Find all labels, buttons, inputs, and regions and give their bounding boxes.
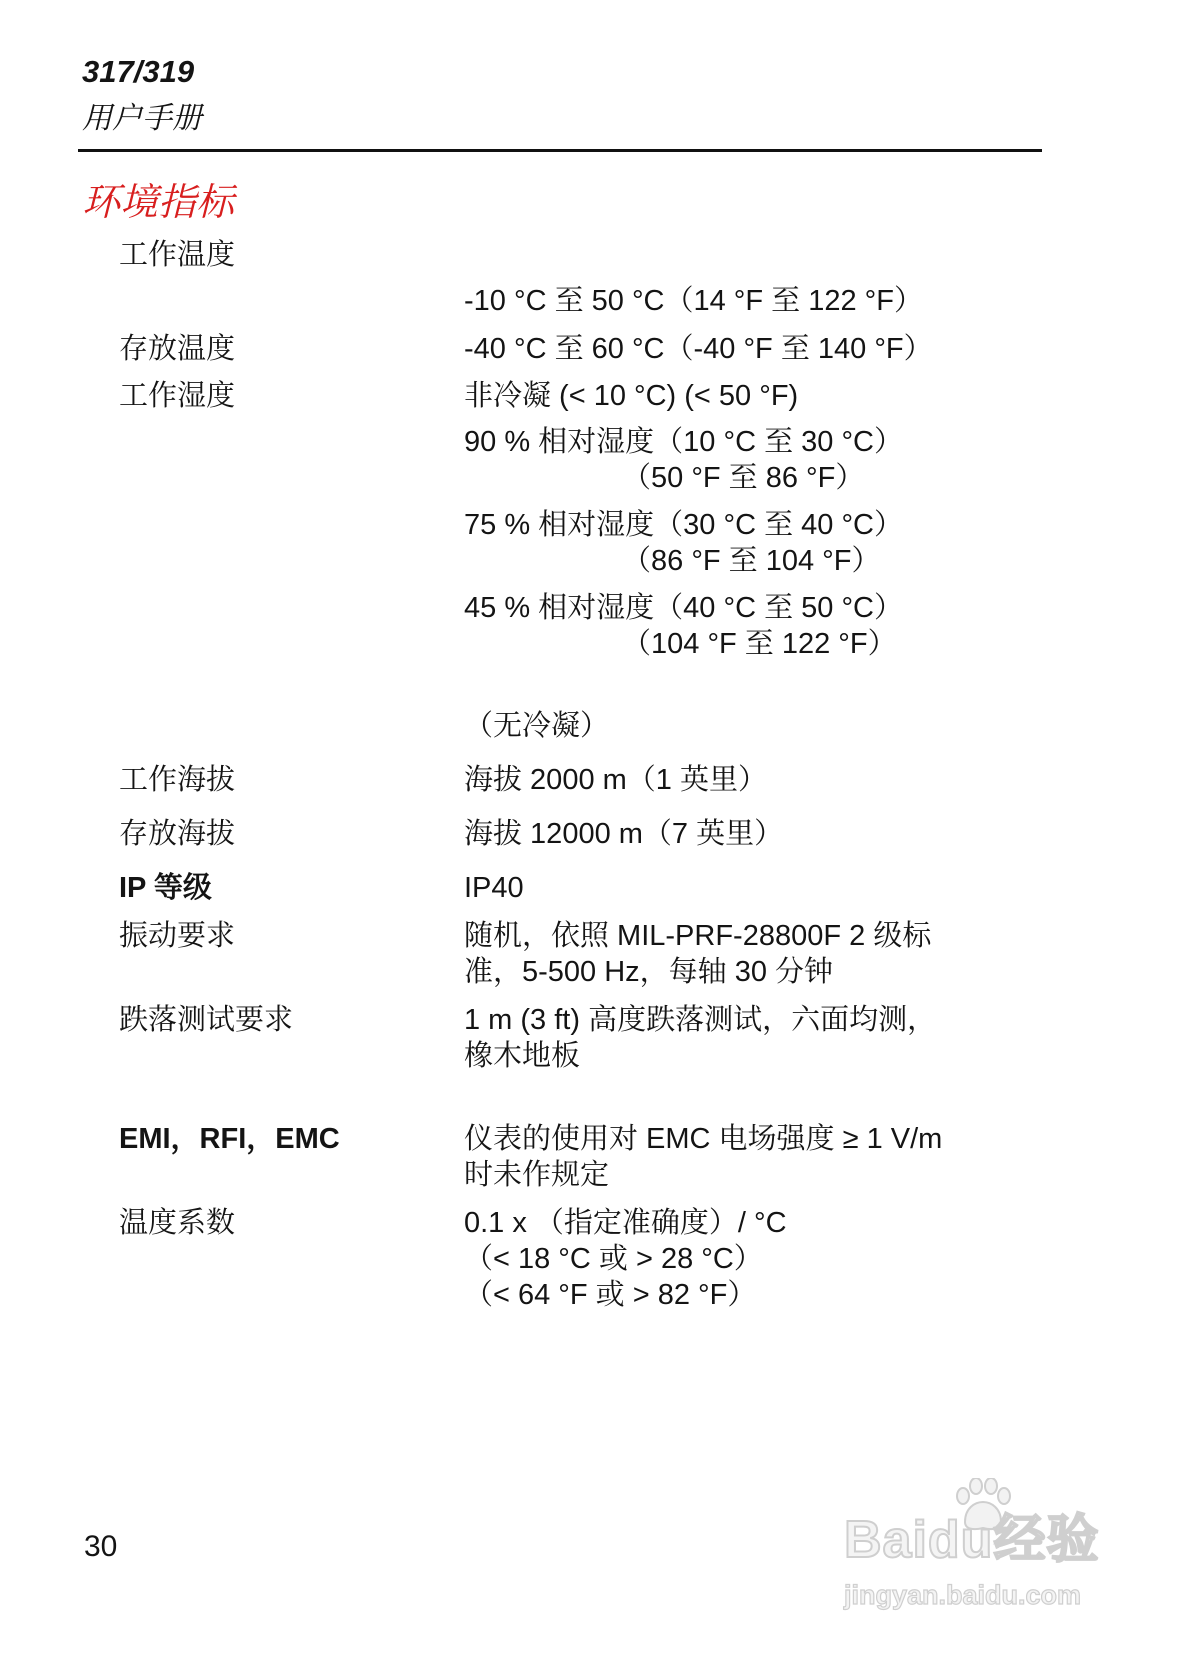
spec-value-no-condensation: （无冷凝） — [464, 710, 610, 742]
spec-label-storage-temperature: 存放温度 — [119, 333, 236, 365]
spec-label-emc: EMI，RFI，EMC — [119, 1123, 340, 1155]
spec-value-vibration-line1: 随机，依照 MIL-PRF-28800F 2 级标 — [464, 920, 932, 952]
spec-label-vibration: 振动要求 — [119, 920, 236, 952]
spec-value-humidity-75: 75 % 相对湿度（30 °C 至 40 °C） — [464, 509, 903, 541]
header-divider — [78, 149, 1042, 152]
spec-value-humidity-45: 45 % 相对湿度（40 °C 至 50 °C） — [464, 592, 903, 624]
spec-label-operating-humidity: 工作湿度 — [119, 380, 236, 412]
spec-value-drop-test-line1: 1 m (3 ft) 高度跌落测试，六面均测， — [464, 1004, 937, 1036]
watermark-logo: Baidu经验 — [844, 1511, 1100, 1569]
spec-value-ip-rating: IP40 — [464, 872, 524, 904]
spec-label-ip-rating: IP 等级 — [119, 872, 212, 904]
spec-value-vibration-line2: 准，5-500 Hz，每轴 30 分钟 — [464, 956, 834, 988]
page-number: 30 — [84, 1530, 118, 1563]
spec-value-operating-temperature: -10 °C 至 50 °C（14 °F 至 122 °F） — [464, 285, 923, 317]
section-title: 环境指标 — [82, 182, 235, 224]
spec-label-drop-test: 跌落测试要求 — [119, 1004, 294, 1036]
spec-label-operating-temperature: 工作温度 — [119, 239, 236, 271]
spec-value-humidity-45-f: （104 °F 至 122 °F） — [622, 628, 897, 660]
spec-value-storage-temperature: -40 °C 至 60 °C（-40 °F 至 140 °F） — [464, 333, 933, 365]
spec-label-operating-altitude: 工作海拔 — [119, 764, 236, 796]
spec-value-emc-line1: 仪表的使用对 EMC 电场强度 ≥ 1 V/m — [464, 1123, 943, 1155]
spec-value-humidity-noncondensing: 非冷凝 (< 10 °C) (< 50 °F) — [464, 380, 799, 412]
manual-subtitle: 用户手册 — [82, 102, 202, 135]
spec-value-drop-test-line2: 橡木地板 — [464, 1040, 581, 1072]
spec-value-storage-altitude: 海拔 12000 m（7 英里） — [464, 818, 784, 850]
spec-label-temperature-coefficient: 温度系数 — [119, 1207, 236, 1239]
spec-value-humidity-90-f: （50 °F 至 86 °F） — [622, 462, 865, 494]
watermark-url: jingyan.baidu.com — [844, 1580, 1082, 1610]
spec-label-storage-altitude: 存放海拔 — [119, 818, 236, 850]
spec-value-temp-coeff-line3: （< 64 °F 或 > 82 °F） — [464, 1279, 757, 1311]
spec-value-temp-coeff-line2: （< 18 °C 或 > 28 °C） — [464, 1243, 763, 1275]
spec-value-humidity-75-f: （86 °F 至 104 °F） — [622, 545, 881, 577]
spec-value-humidity-90: 90 % 相对湿度（10 °C 至 30 °C） — [464, 426, 903, 458]
spec-value-temp-coeff-line1: 0.1 x （指定准确度）/ °C — [464, 1207, 787, 1239]
baidu-jingyan-watermark — [836, 1470, 1126, 1620]
spec-value-operating-altitude: 海拔 2000 m（1 英里） — [464, 764, 767, 796]
product-model: 317/319 — [82, 54, 195, 89]
spec-value-emc-line2: 时未作规定 — [464, 1159, 610, 1191]
